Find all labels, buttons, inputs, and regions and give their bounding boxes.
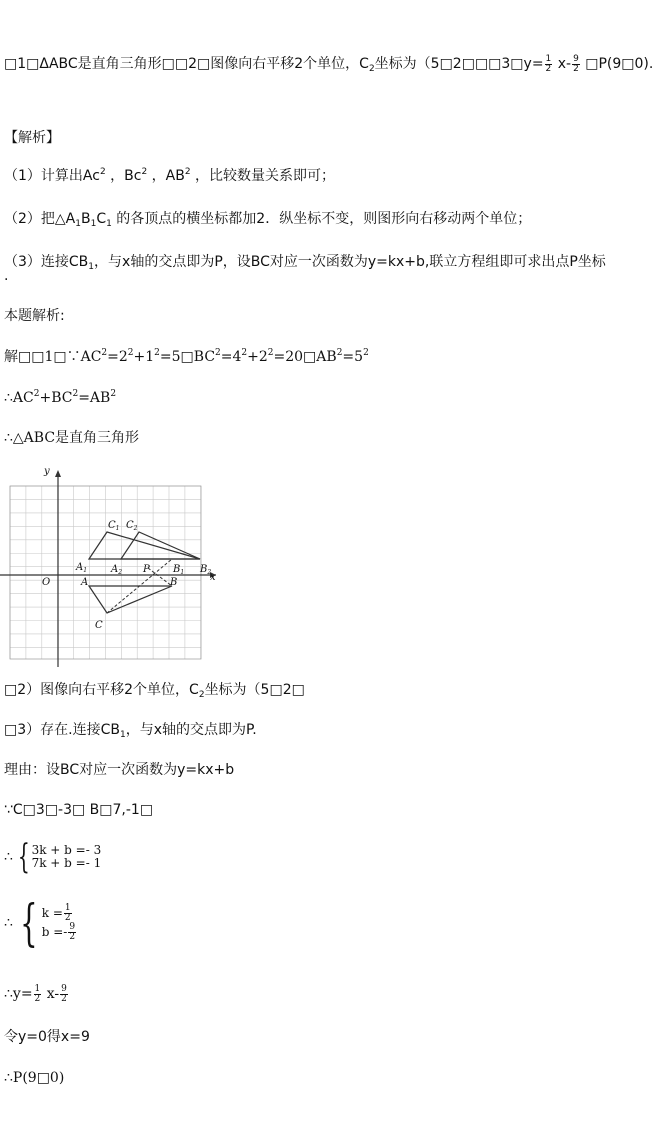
step3-dot: . [4, 268, 9, 284]
answer-p-coord: □P(9□0). [580, 56, 653, 72]
label-b: B [170, 577, 178, 588]
label-a2: $A_2$ [111, 564, 123, 576]
answer-part1: □1□ [4, 56, 40, 72]
solution-line3: ∴△ABC是直角三角形 [4, 430, 140, 446]
label-a1: $A_1$ [76, 562, 88, 574]
solution-line1: 解$□□1□\because AC^2=2^2+1^2=5□BC^2=4^2+2^2=20□AB^2=5^2$ [4, 348, 369, 365]
coordinate-graph [0, 462, 230, 667]
label-c: C [95, 620, 103, 631]
label-b2: $B_2$ [200, 564, 212, 576]
answer-c2-sub: 2 [368, 64, 375, 74]
label-origin: O [42, 577, 51, 588]
system2-line: ∴ { k = $\frac{1}{2}$ b =- $\frac{9}{2}$ [4, 894, 76, 952]
step1-line: （1）计算出Ac$^2$ ，Bc$^2$ ，$AB^2$ ，比较数量关系即可； [4, 167, 335, 184]
segment-pb [148, 568, 172, 586]
benti-label: 本题解析: [4, 308, 65, 324]
answer-fraction-half: $\frac{1}{2}$ [545, 53, 552, 74]
step3-line: （3）连接$CB_1$，与x轴的交点即为P，设BC对应一次函数为y=kx+b,联立方程组即可求出点P坐标 [4, 254, 606, 272]
label-y: y [44, 466, 50, 477]
label-b1: $B_1$ [173, 564, 185, 576]
final-line: ∴P(9□0) [4, 1070, 65, 1086]
label-p: P [143, 564, 150, 575]
answer-c2-coord: 坐标为（5□2□□□3□y= [374, 56, 544, 72]
answer-triangle: ΔABC是直角三角形□□2□图像向右平移2个单位，C [39, 56, 369, 72]
part3-line: □3）存在.连接$CB_1$，与x轴的交点即为P. [4, 722, 257, 740]
label-c1: $C_1$ [108, 520, 120, 532]
label-a: A [81, 577, 89, 588]
jiexi-title: 【解析】 [4, 130, 60, 146]
system2: k = $\frac{1}{2}$ b =- $\frac{9}{2}$ [41, 903, 76, 942]
brace-icon: { [17, 837, 30, 877]
solution-line2: $\therefore AC^2+BC^2=AB^2$ [4, 389, 117, 406]
reason-line: 理由：设BC对应一次函数为y=kx+b [4, 762, 235, 778]
triangle-abc [89, 586, 172, 613]
answer-x-minus: x- [553, 56, 572, 72]
system1-line: ∴ { 3k + b =- 3 7k + b =- 1 [4, 837, 102, 877]
y-axis-arrow-icon [55, 470, 61, 477]
part2-line: □2）图像向右平移2个单位，$C_2$坐标为（5□2□ [4, 682, 305, 700]
label-c2: $C_2$ [126, 520, 138, 532]
label-x: x [210, 572, 216, 583]
system1: 3k + b =- 3 7k + b =- 1 [31, 843, 102, 870]
because-line: ∵C□3□-3□ B□7,-1□ [4, 802, 154, 818]
answer-fraction-nine-half: $\frac{9}{2}$ [573, 53, 579, 74]
brace-icon: { [20, 894, 38, 952]
answer-line [4, 54, 653, 74]
y-equation-line: ∴y= $\frac{1}{2}$ x- $\frac{9}{2}$ [4, 983, 67, 1004]
let-line: 令y=0得x=9 [4, 1029, 90, 1045]
step2-line: （2）把$\triangle A_1B_1C_1$ 的各顶点的横坐标都加2．纵坐标不变，则图形向右移动两个单位； [4, 211, 532, 229]
